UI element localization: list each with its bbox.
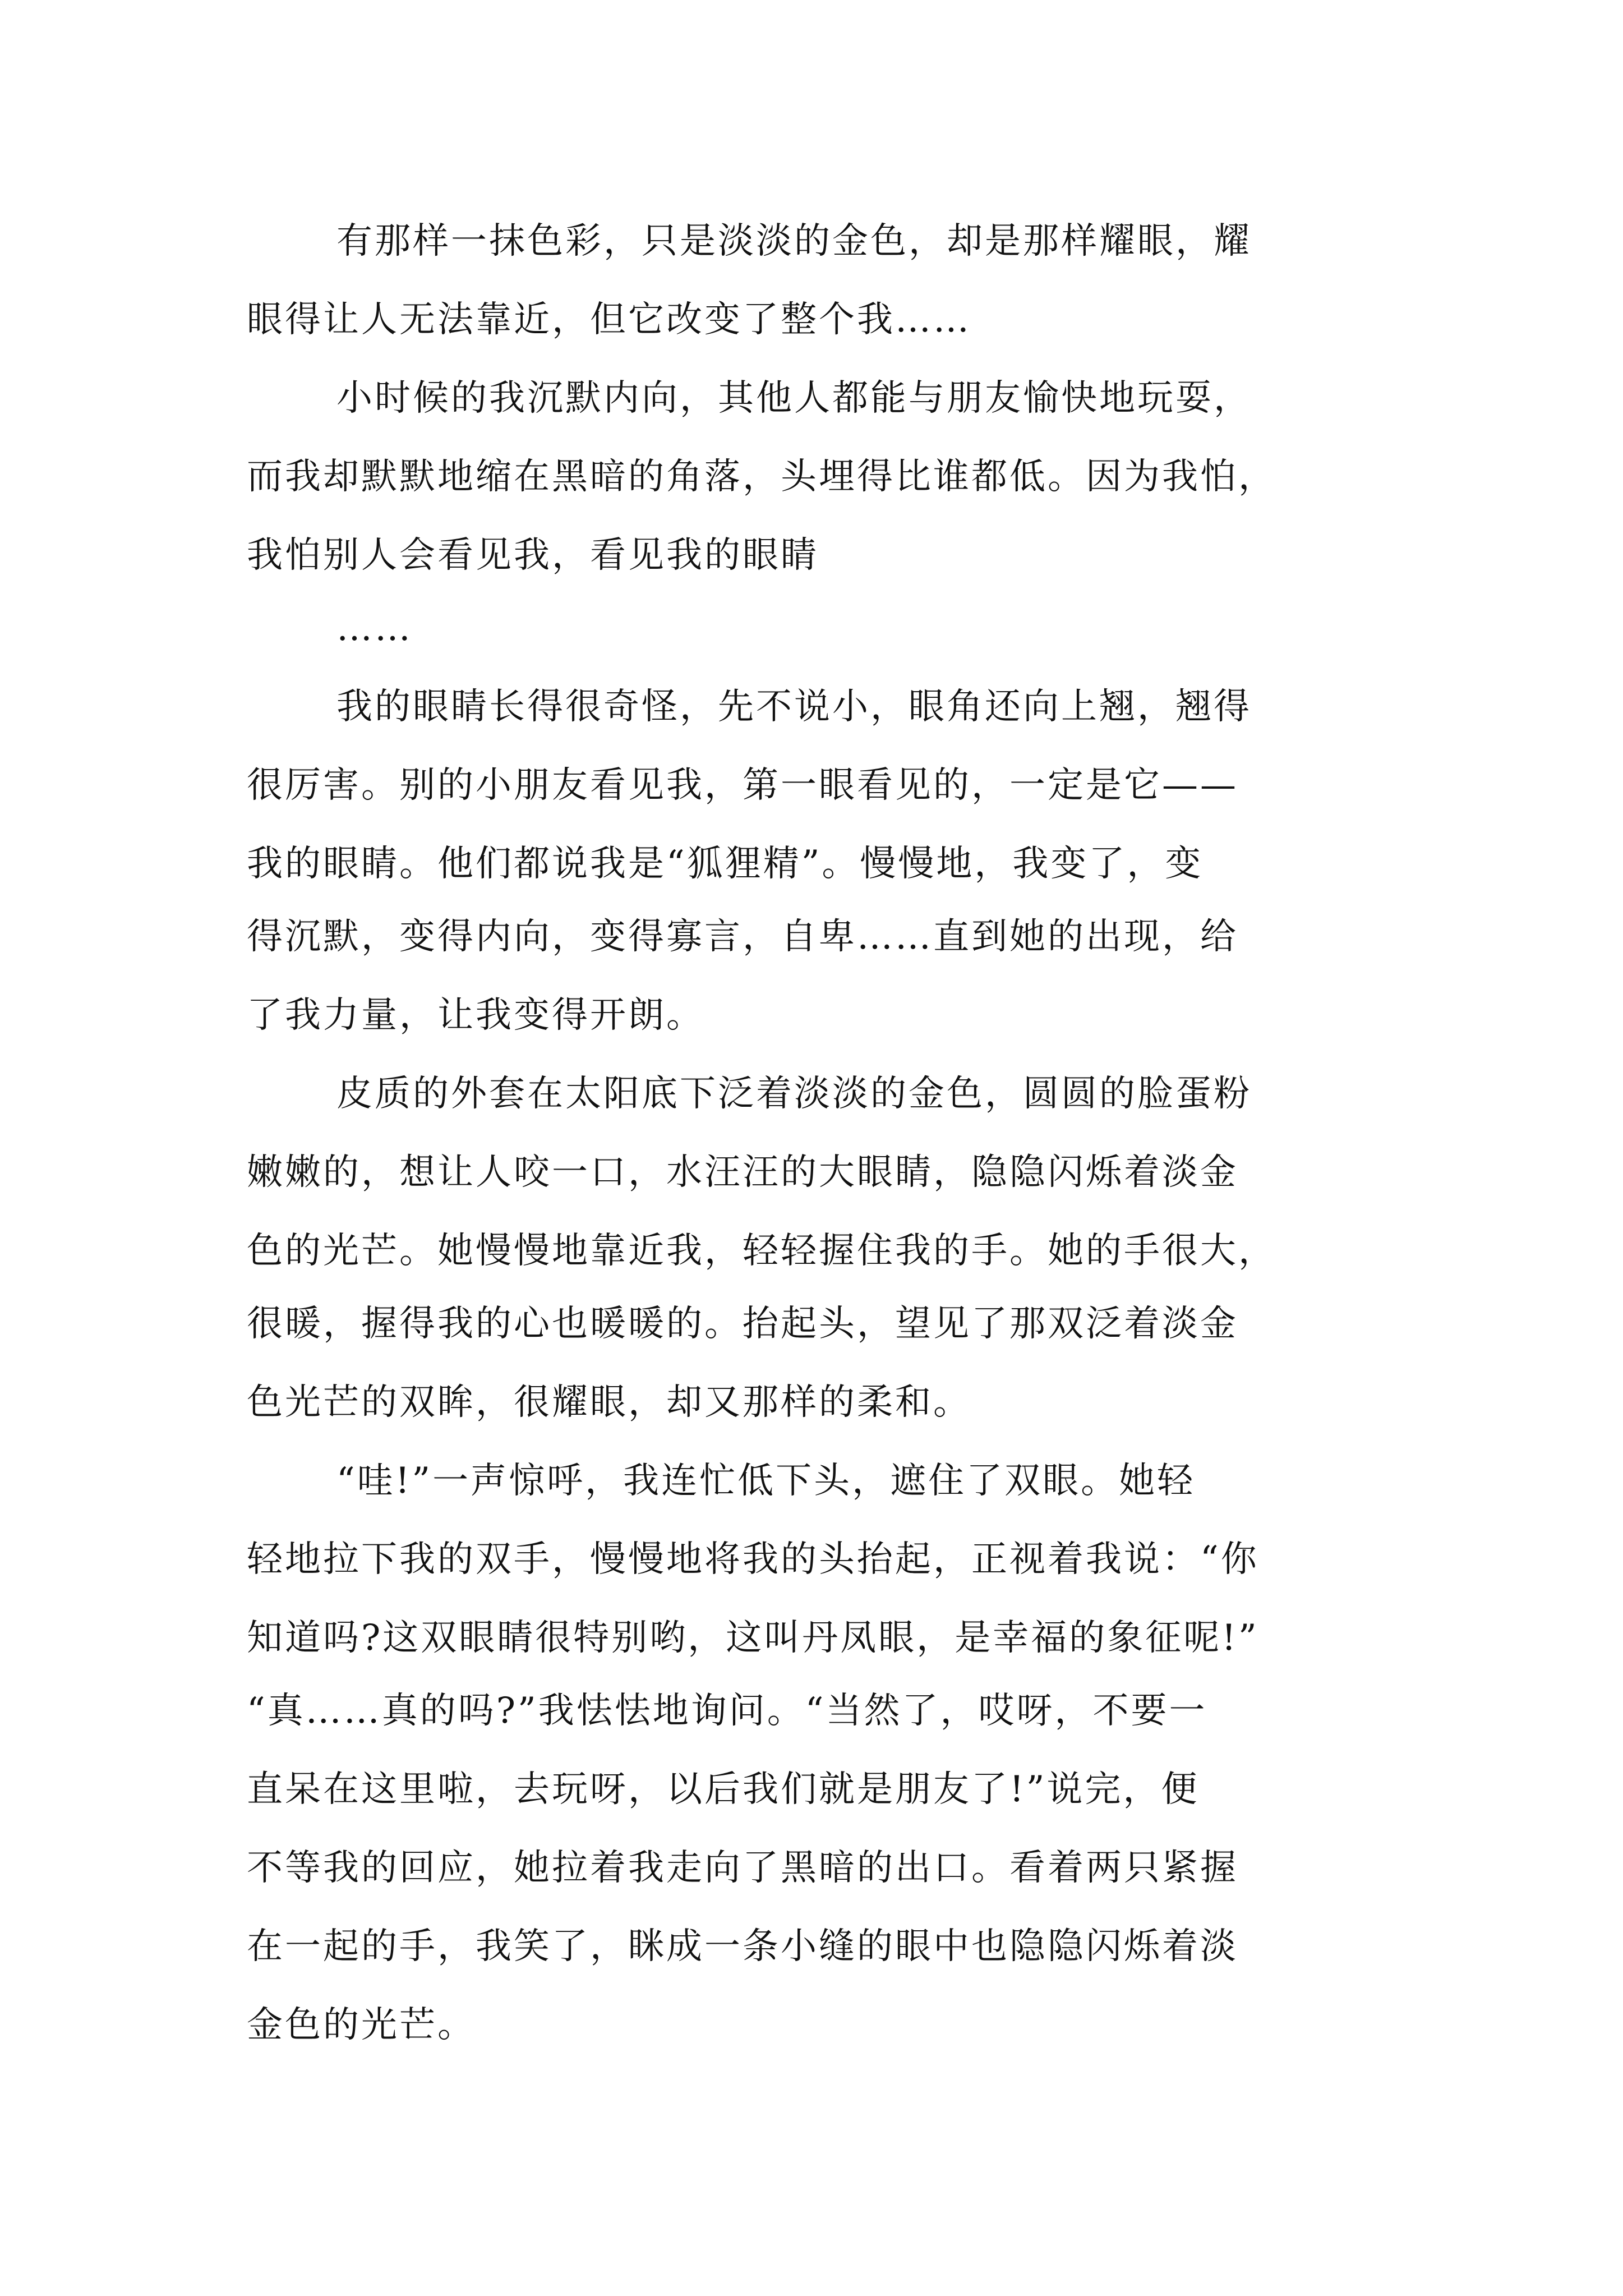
paragraph-line: 我怕别人会看见我，看见我的眼睛 bbox=[247, 535, 819, 576]
paragraph-line: 我的眼睛长得很奇怪，先不说小，眼角还向上翘，翘得 bbox=[336, 686, 1252, 728]
paragraph-line: 不等我的回应，她拉着我走向了黑暗的出口。看着两只紧握 bbox=[247, 1847, 1238, 1889]
paragraph-line: “哇!”一声惊呼，我连忙低下头，遮住了双眼。她轻 bbox=[336, 1460, 1196, 1502]
paragraph-line: 很暖，握得我的心也暖暖的。抬起头，望见了那双泛着淡金 bbox=[247, 1303, 1238, 1345]
paragraph-line: 金色的光芒。 bbox=[247, 2004, 476, 2046]
paragraph-line: 了我力量，让我变得开朗。 bbox=[247, 995, 704, 1036]
paragraph-line: 小时候的我沉默内向，其他人都能与朋友愉快地玩耍， bbox=[336, 378, 1252, 419]
paragraph-line: “真……真的吗?”我怯怯地询问。“当然了，哎呀，不要一 bbox=[247, 1690, 1207, 1732]
paragraph-line: 很厉害。别的小朋友看见我，第一眼看见的，一定是它—— bbox=[247, 765, 1238, 806]
paragraph-line: 知道吗?这双眼睛很特别哟，这叫丹凤眼，是幸福的象征呢!” bbox=[247, 1617, 1259, 1659]
paragraph-line: 色光芒的双眸，很耀眼，却又那样的柔和。 bbox=[247, 1382, 971, 1423]
paragraph-line: 皮质的外套在太阳底下泛着淡淡的金色，圆圆的脸蛋粉 bbox=[336, 1073, 1252, 1115]
paragraph-line: 嫩嫩的，想让人咬一口，水汪汪的大眼睛，隐隐闪烁着淡金 bbox=[247, 1152, 1238, 1193]
paragraph-line: 有那样一抹色彩，只是淡淡的金色，却是那样耀眼，耀 bbox=[336, 220, 1252, 262]
paragraph-line: 我的眼睛。他们都说我是“狐狸精”。慢慢地，我变了，变 bbox=[247, 843, 1204, 885]
paragraph-line: 在一起的手，我笑了，眯成一条小缝的眼中也隐隐闪烁着淡 bbox=[247, 1926, 1238, 1967]
paragraph-line: 眼得让人无法靠近，但它改变了整个我…… bbox=[247, 299, 971, 341]
ellipsis-line: …… bbox=[336, 608, 413, 649]
paragraph-line: 直呆在这里啦，去玩呀，以后我们就是朋友了!”说完，便 bbox=[247, 1769, 1200, 1810]
paragraph-line: 得沉默，变得内向，变得寡言，自卑……直到她的出现，给 bbox=[247, 916, 1238, 958]
paragraph-line: 而我却默默地缩在黑暗的角落，头埋得比谁都低。因为我怕， bbox=[247, 456, 1276, 498]
paragraph-line: 轻地拉下我的双手，慢慢地将我的头抬起，正视着我说：“你 bbox=[247, 1539, 1259, 1580]
paragraph-line: 色的光芒。她慢慢地靠近我，轻轻握住我的手。她的手很大， bbox=[247, 1230, 1276, 1272]
